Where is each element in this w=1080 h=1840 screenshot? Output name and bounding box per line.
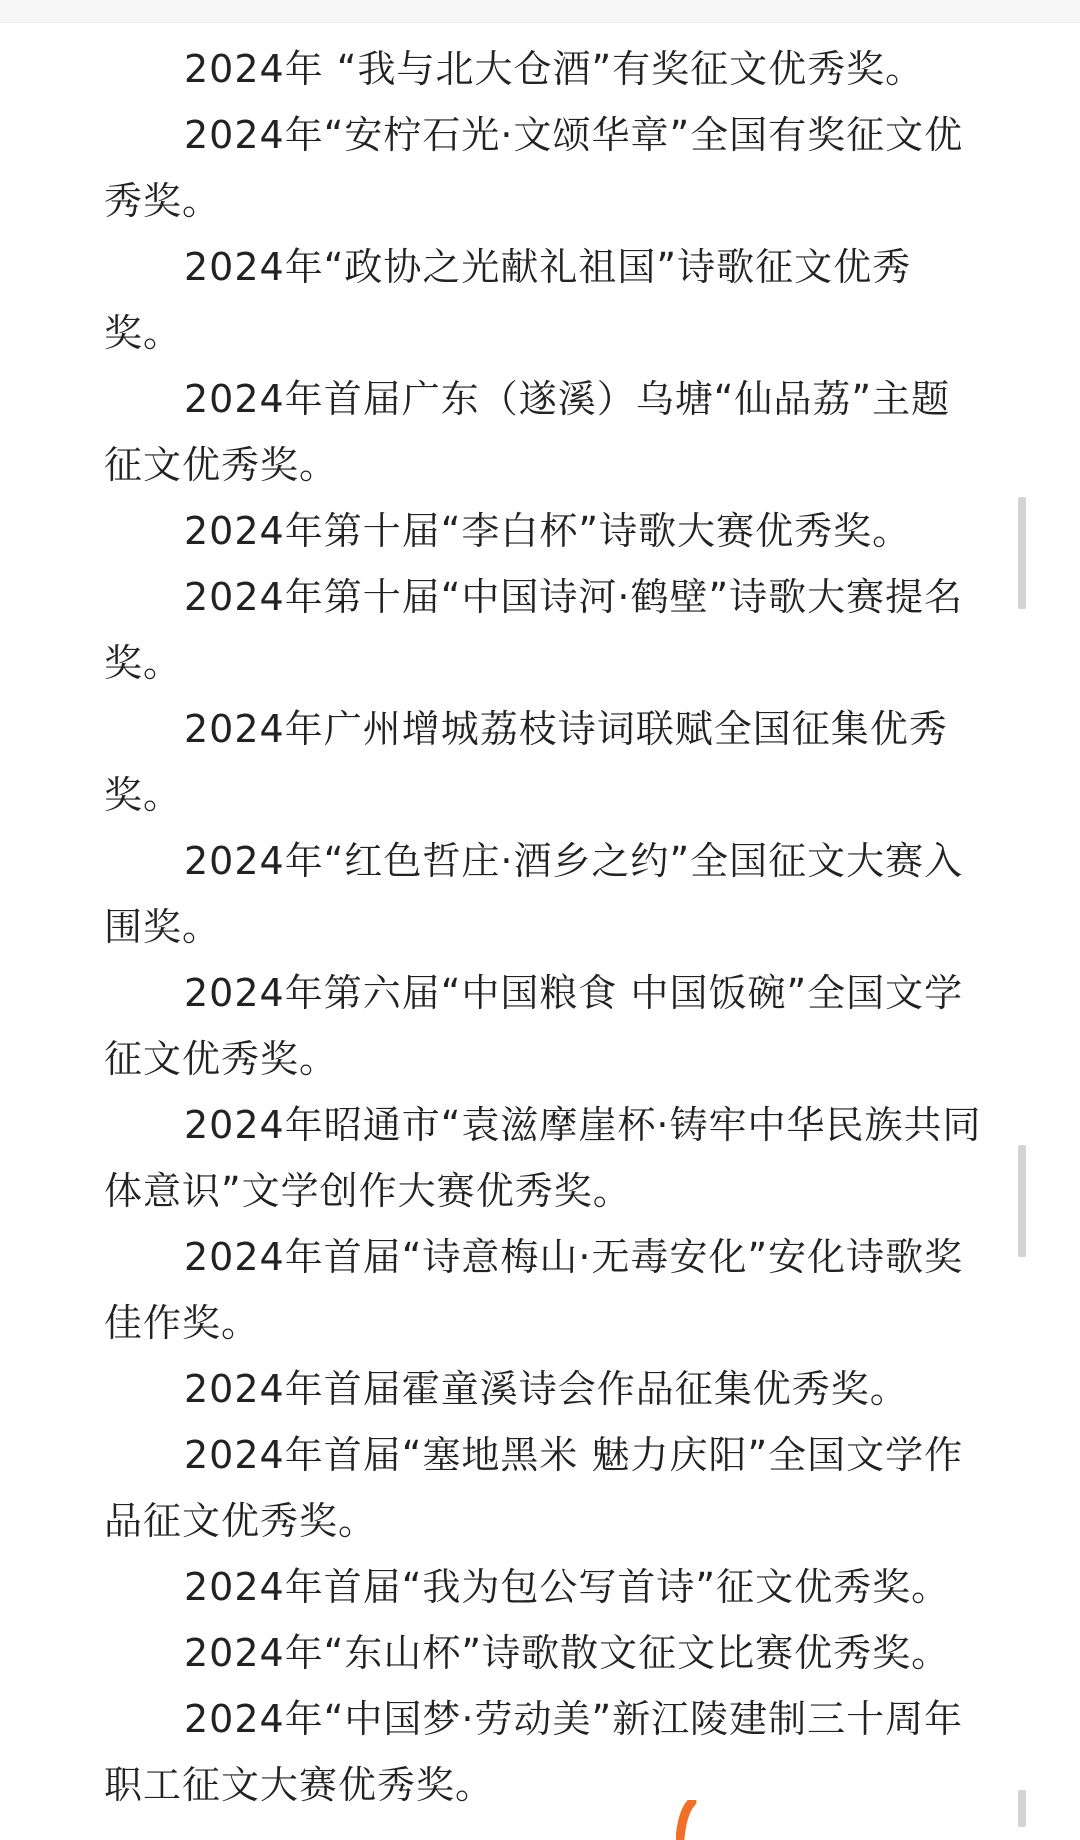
award-item-6: 2024年第十届“中国诗河·鹤壁”诗歌大赛提名奖。 [104, 575, 964, 685]
award-item-9: 2024年第六届“中国粮食 中国饭碗”全国文学征文优秀奖。 [104, 971, 964, 1081]
award-item-13: 2024年首届“塞地黑米 魅力庆阳”全国文学作品征文优秀奖。 [104, 1433, 964, 1543]
scroll-indicator[interactable] [1018, 497, 1026, 609]
award-item-8: 2024年“红色哲庄·酒乡之约”全国征文大赛入围奖。 [104, 839, 964, 949]
award-item-3: 2024年“政协之光献礼祖国”诗歌征文优秀奖。 [104, 245, 912, 355]
award-item-11: 2024年首届“诗意梅山·无毒安化”安化诗歌奖佳作奖。 [104, 1235, 964, 1345]
award-item-14: 2024年首届“我为包公写首诗”征文优秀奖。 [184, 1565, 951, 1609]
award-item-16: 2024年“中国梦·劳动美”新江陵建制三十周年职工征文大赛优秀奖。 [104, 1697, 964, 1807]
award-item-15: 2024年“东山杯”诗歌散文征文比赛优秀奖。 [184, 1631, 951, 1675]
award-item-1: 2024年 “我与北大仓酒”有奖征文优秀奖。 [184, 47, 925, 91]
orange-stroke-icon [676, 1800, 700, 1840]
award-item-2: 2024年“安柠石光·文颂华章”全国有奖征文优秀奖。 [104, 113, 964, 223]
award-item-5: 2024年第十届“李白杯”诗歌大赛优秀奖。 [184, 509, 912, 553]
orange-stroke-path [680, 1802, 692, 1838]
top-status-strip [0, 0, 1080, 23]
award-list [104, 36, 984, 1818]
scroll-indicator[interactable] [1018, 1145, 1026, 1257]
award-item-12: 2024年首届霍童溪诗会作品征集优秀奖。 [184, 1367, 909, 1411]
scroll-indicator[interactable] [1018, 1790, 1026, 1827]
award-item-7: 2024年广州增城荔枝诗词联赋全国征集优秀奖。 [104, 707, 948, 817]
award-item-10: 2024年昭通市“袁滋摩崖杯·铸牢中华民族共同体意识”文学创作大赛优秀奖。 [104, 1103, 982, 1213]
award-item-4: 2024年首届广东（遂溪）乌塘“仙品荔”主题征文优秀奖。 [104, 377, 951, 487]
